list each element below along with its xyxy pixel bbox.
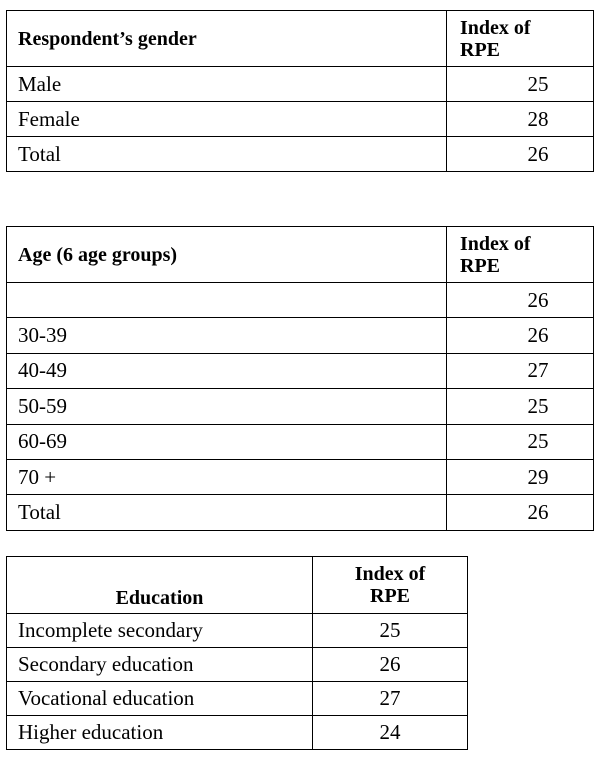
column-header-value [447, 11, 594, 67]
table-row [7, 424, 594, 459]
column-header-value [313, 557, 468, 614]
table-row [7, 318, 594, 353]
row-value: 25 [447, 67, 594, 102]
row-value: 26 [447, 283, 594, 318]
table-row [7, 495, 594, 530]
table-row [7, 283, 594, 318]
row-label: 30-39 [7, 318, 447, 353]
row-label: Incomplete secondary [7, 614, 313, 648]
row-value: 26 [447, 495, 594, 530]
table-row [7, 716, 468, 750]
row-value: 25 [447, 424, 594, 459]
row-value: 25 [447, 389, 594, 424]
row-label: 40-49 [7, 353, 447, 388]
row-label: 50-59 [7, 389, 447, 424]
row-label: Vocational education [7, 682, 313, 716]
row-label: Secondary education [7, 648, 313, 682]
table-row [7, 102, 594, 137]
row-value: 26 [447, 137, 594, 172]
row-value: 26 [447, 318, 594, 353]
row-label: 70 + [7, 459, 447, 494]
column-header-label: Age (6 age groups) [7, 227, 447, 283]
table-row [7, 648, 468, 682]
row-label: Total [7, 137, 447, 172]
row-value: 26 [313, 648, 468, 682]
header-line-2: RPE [370, 585, 410, 607]
table-row [7, 137, 594, 172]
row-label: Male [7, 67, 447, 102]
header-line-1: Index of [354, 563, 426, 585]
table-row [7, 389, 594, 424]
column-header-label: Education [7, 557, 313, 614]
column-header-value [447, 227, 594, 283]
education-table [6, 556, 468, 750]
row-value: 27 [447, 353, 594, 388]
age-table [6, 226, 594, 531]
header-line-2: RPE [460, 254, 500, 277]
row-label [7, 283, 447, 318]
row-value: 28 [447, 102, 594, 137]
row-value: 27 [313, 682, 468, 716]
header-line-1: Index of [460, 232, 531, 255]
row-label: Female [7, 102, 447, 137]
table-header-row [7, 11, 594, 67]
table-row [7, 353, 594, 388]
gender-table [6, 10, 594, 172]
header-line-1: Index of [460, 16, 531, 39]
row-value: 25 [313, 614, 468, 648]
row-value: 29 [447, 459, 594, 494]
header-line-2: RPE [460, 38, 500, 61]
table-header-row [7, 227, 594, 283]
table-row [7, 614, 468, 648]
table-row [7, 682, 468, 716]
column-header-label: Respondent’s gender [7, 11, 447, 67]
table-row [7, 67, 594, 102]
table-header-row [7, 557, 468, 614]
row-label: Higher education [7, 716, 313, 750]
row-label: Total [7, 495, 447, 530]
table-row [7, 459, 594, 494]
row-label: 60-69 [7, 424, 447, 459]
row-value: 24 [313, 716, 468, 750]
